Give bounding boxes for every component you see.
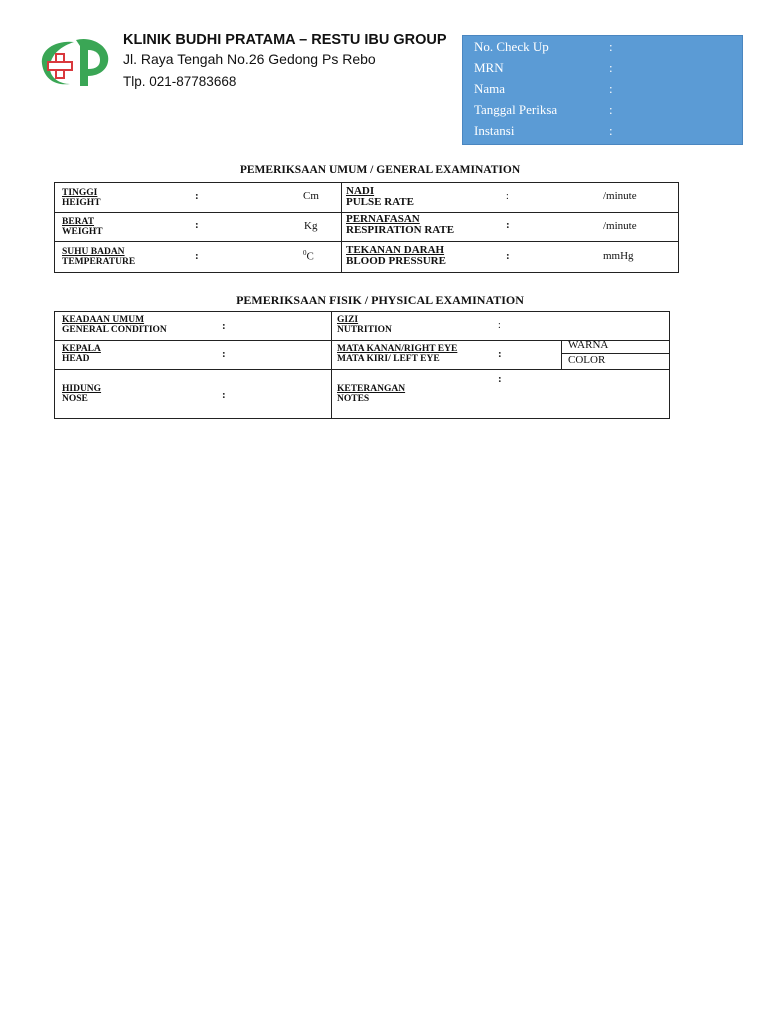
colon: : <box>195 250 199 262</box>
patient-label: Instansi <box>474 123 515 138</box>
patient-colon: : <box>609 102 613 117</box>
patient-colon: : <box>609 39 613 54</box>
patient-colon: : <box>609 123 613 138</box>
general-exam-table <box>54 182 679 273</box>
physical-exam-title: PEMERIKSAAN FISIK / PHYSICAL EXAMINATION <box>236 293 524 307</box>
pulse-unit: /minute <box>603 190 637 202</box>
colon: : <box>195 190 199 202</box>
warna-label: WARNA <box>568 339 609 351</box>
head-label: KEPALA HEAD <box>62 344 101 364</box>
patient-label: Tanggal Periksa <box>474 102 558 117</box>
clinic-address: Jl. Raya Tengah No.26 Gedong Ps Rebo <box>123 51 376 67</box>
clinic-name: KLINIK BUDHI PRATAMA – RESTU IBU GROUP <box>123 32 447 48</box>
colon: : <box>506 219 510 231</box>
nose-label: HIDUNG NOSE <box>62 384 102 404</box>
pulse-label: NADI PULSE RATE <box>346 185 414 208</box>
weight-unit: Kg <box>304 220 318 232</box>
colon: : <box>195 219 199 231</box>
patient-label: No. Check Up <box>474 39 549 54</box>
clinic-phone: Tlp. 021-87783668 <box>123 74 237 89</box>
blood-pressure-unit: mmHg <box>603 250 634 262</box>
patient-label: Nama <box>474 81 506 96</box>
temperature-unit: $^0$C <box>303 249 314 263</box>
temperature-label: SUHU BADAN TEMPERATURE <box>62 247 136 267</box>
colon: : <box>498 348 502 360</box>
eyes-label: MATA KANAN/RIGHT EYE MATA KIRI/ LEFT EYE <box>337 344 458 364</box>
patient-info-box <box>462 35 743 145</box>
colon: : <box>498 373 502 385</box>
general-exam-title: PEMERIKSAAN UMUM / GENERAL EXAMINATION <box>239 164 521 176</box>
respiration-label: PERNAFASAN RESPIRATION RATE <box>346 213 455 236</box>
colon: : <box>498 320 501 331</box>
colon: : <box>222 320 226 332</box>
colon: : <box>222 389 226 401</box>
general-condition-label: KEADAAN UMUM GENERAL CONDITION <box>62 315 167 335</box>
physical-exam-table <box>54 311 670 419</box>
patient-colon: : <box>609 81 613 96</box>
colon: : <box>222 348 226 360</box>
colon: : <box>506 191 509 202</box>
notes-label: KETERANGAN NOTES <box>337 384 406 404</box>
weight-label: BERAT WEIGHT <box>62 217 103 237</box>
colon: : <box>506 250 510 262</box>
respiration-unit: /minute <box>603 220 637 232</box>
clinic-logo <box>36 36 116 90</box>
height-label: TINGGI HEIGHT <box>62 188 101 208</box>
color-label: COLOR <box>568 354 606 366</box>
height-unit: Cm <box>303 190 319 202</box>
patient-colon: : <box>609 60 613 75</box>
nutrition-label: GIZI NUTRITION <box>337 315 392 335</box>
blood-pressure-label: TEKANAN DARAH BLOOD PRESSURE <box>346 244 446 267</box>
patient-label: MRN <box>474 60 504 75</box>
